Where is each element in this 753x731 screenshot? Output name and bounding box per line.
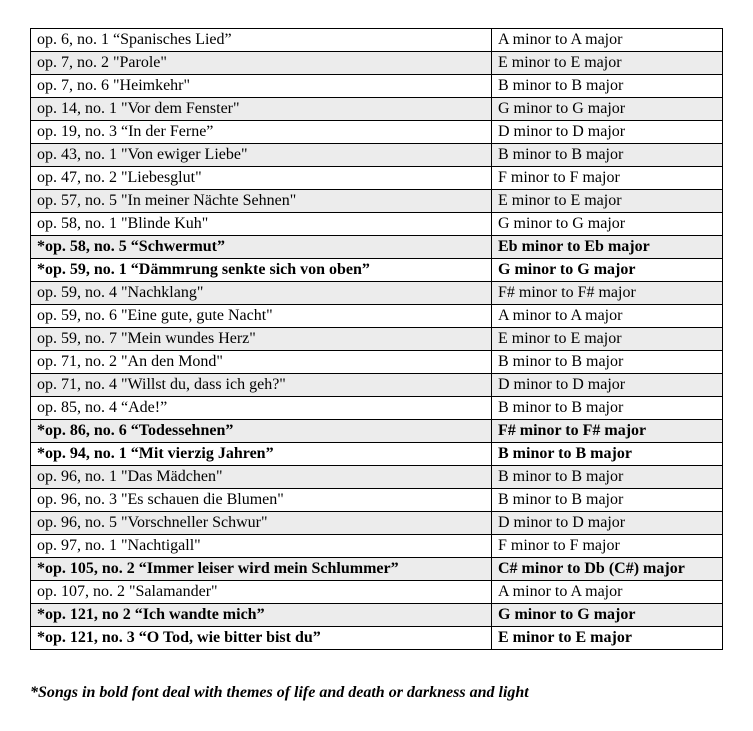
song-cell: op. 85, no. 4 “Ade!” bbox=[31, 397, 492, 420]
song-cell: op. 59, no. 6 "Eine gute, gute Nacht" bbox=[31, 305, 492, 328]
table-row bbox=[31, 397, 723, 420]
song-cell: *op. 58, no. 5 “Schwermut” bbox=[31, 236, 492, 259]
key-cell: B minor to B major bbox=[492, 144, 723, 167]
key-cell: A minor to A major bbox=[492, 581, 723, 604]
key-cell: D minor to D major bbox=[492, 121, 723, 144]
table-row bbox=[31, 121, 723, 144]
table-row bbox=[31, 466, 723, 489]
key-cell: F minor to F major bbox=[492, 167, 723, 190]
key-cell: D minor to D major bbox=[492, 512, 723, 535]
song-cell: op. 96, no. 1 "Das Mädchen" bbox=[31, 466, 492, 489]
song-cell: op. 107, no. 2 "Salamander" bbox=[31, 581, 492, 604]
table-row bbox=[31, 190, 723, 213]
song-cell: op. 59, no. 4 "Nachklang" bbox=[31, 282, 492, 305]
table-row bbox=[31, 236, 723, 259]
table-row bbox=[31, 351, 723, 374]
song-cell: op. 96, no. 5 "Vorschneller Schwur" bbox=[31, 512, 492, 535]
table-row bbox=[31, 75, 723, 98]
key-cell: E minor to E major bbox=[492, 328, 723, 351]
key-cell: B minor to B major bbox=[492, 489, 723, 512]
songs-table bbox=[30, 28, 723, 650]
table-row bbox=[31, 259, 723, 282]
key-cell: B minor to B major bbox=[492, 75, 723, 98]
table-row bbox=[31, 627, 723, 650]
key-cell: D minor to D major bbox=[492, 374, 723, 397]
song-cell: op. 59, no. 7 "Mein wundes Herz" bbox=[31, 328, 492, 351]
song-cell: *op. 86, no. 6 “Todessehnen” bbox=[31, 420, 492, 443]
footnote: *Songs in bold font deal with themes of life and death or darkness and light bbox=[30, 684, 529, 701]
song-cell: *op. 105, no. 2 “Immer leiser wird mein Schlummer” bbox=[31, 558, 492, 581]
table-row bbox=[31, 443, 723, 466]
key-cell: E minor to E major bbox=[492, 627, 723, 650]
key-cell: B minor to B major bbox=[492, 351, 723, 374]
key-cell: E minor to E major bbox=[492, 52, 723, 75]
key-cell: B minor to B major bbox=[492, 466, 723, 489]
table-row bbox=[31, 535, 723, 558]
song-cell: *op. 121, no 2 “Ich wandte mich” bbox=[31, 604, 492, 627]
table-row bbox=[31, 581, 723, 604]
table-row bbox=[31, 98, 723, 121]
song-cell: op. 58, no. 1 "Blinde Kuh" bbox=[31, 213, 492, 236]
table-row bbox=[31, 328, 723, 351]
table-row bbox=[31, 604, 723, 627]
key-cell: G minor to G major bbox=[492, 259, 723, 282]
table-row bbox=[31, 305, 723, 328]
table-row bbox=[31, 29, 723, 52]
song-cell: op. 19, no. 3 “In der Ferne” bbox=[31, 121, 492, 144]
key-cell: G minor to G major bbox=[492, 604, 723, 627]
table-row bbox=[31, 282, 723, 305]
table-row bbox=[31, 52, 723, 75]
table-row bbox=[31, 144, 723, 167]
table-row bbox=[31, 489, 723, 512]
song-cell: op. 97, no. 1 "Nachtigall" bbox=[31, 535, 492, 558]
song-cell: op. 71, no. 2 "An den Mond" bbox=[31, 351, 492, 374]
song-cell: op. 7, no. 2 "Parole" bbox=[31, 52, 492, 75]
song-cell: *op. 94, no. 1 “Mit vierzig Jahren” bbox=[31, 443, 492, 466]
key-cell: F# minor to F# major bbox=[492, 420, 723, 443]
key-cell: Eb minor to Eb major bbox=[492, 236, 723, 259]
table-row bbox=[31, 512, 723, 535]
table-row bbox=[31, 374, 723, 397]
songs-table-body bbox=[31, 29, 723, 650]
key-cell: G minor to G major bbox=[492, 98, 723, 121]
song-cell: op. 96, no. 3 "Es schauen die Blumen" bbox=[31, 489, 492, 512]
song-cell: *op. 121, no. 3 “O Tod, wie bitter bist du” bbox=[31, 627, 492, 650]
key-cell: B minor to B major bbox=[492, 443, 723, 466]
key-cell: F minor to F major bbox=[492, 535, 723, 558]
key-cell: C# minor to Db (C#) major bbox=[492, 558, 723, 581]
key-cell: E minor to E major bbox=[492, 190, 723, 213]
key-cell: B minor to B major bbox=[492, 397, 723, 420]
song-cell: op. 6, no. 1 “Spanisches Lied” bbox=[31, 29, 492, 52]
key-cell: G minor to G major bbox=[492, 213, 723, 236]
table-row bbox=[31, 558, 723, 581]
song-cell: op. 57, no. 5 "In meiner Nächte Sehnen" bbox=[31, 190, 492, 213]
table-row bbox=[31, 167, 723, 190]
song-cell: op. 71, no. 4 "Willst du, dass ich geh?" bbox=[31, 374, 492, 397]
song-cell: op. 7, no. 6 "Heimkehr" bbox=[31, 75, 492, 98]
song-cell: op. 43, no. 1 "Von ewiger Liebe" bbox=[31, 144, 492, 167]
song-cell: *op. 59, no. 1 “Dämmrung senkte sich von oben” bbox=[31, 259, 492, 282]
song-cell: op. 47, no. 2 "Liebesglut" bbox=[31, 167, 492, 190]
key-cell: F# minor to F# major bbox=[492, 282, 723, 305]
table-row bbox=[31, 213, 723, 236]
key-cell: A minor to A major bbox=[492, 29, 723, 52]
song-cell: op. 14, no. 1 "Vor dem Fenster" bbox=[31, 98, 492, 121]
table-row bbox=[31, 420, 723, 443]
key-cell: A minor to A major bbox=[492, 305, 723, 328]
